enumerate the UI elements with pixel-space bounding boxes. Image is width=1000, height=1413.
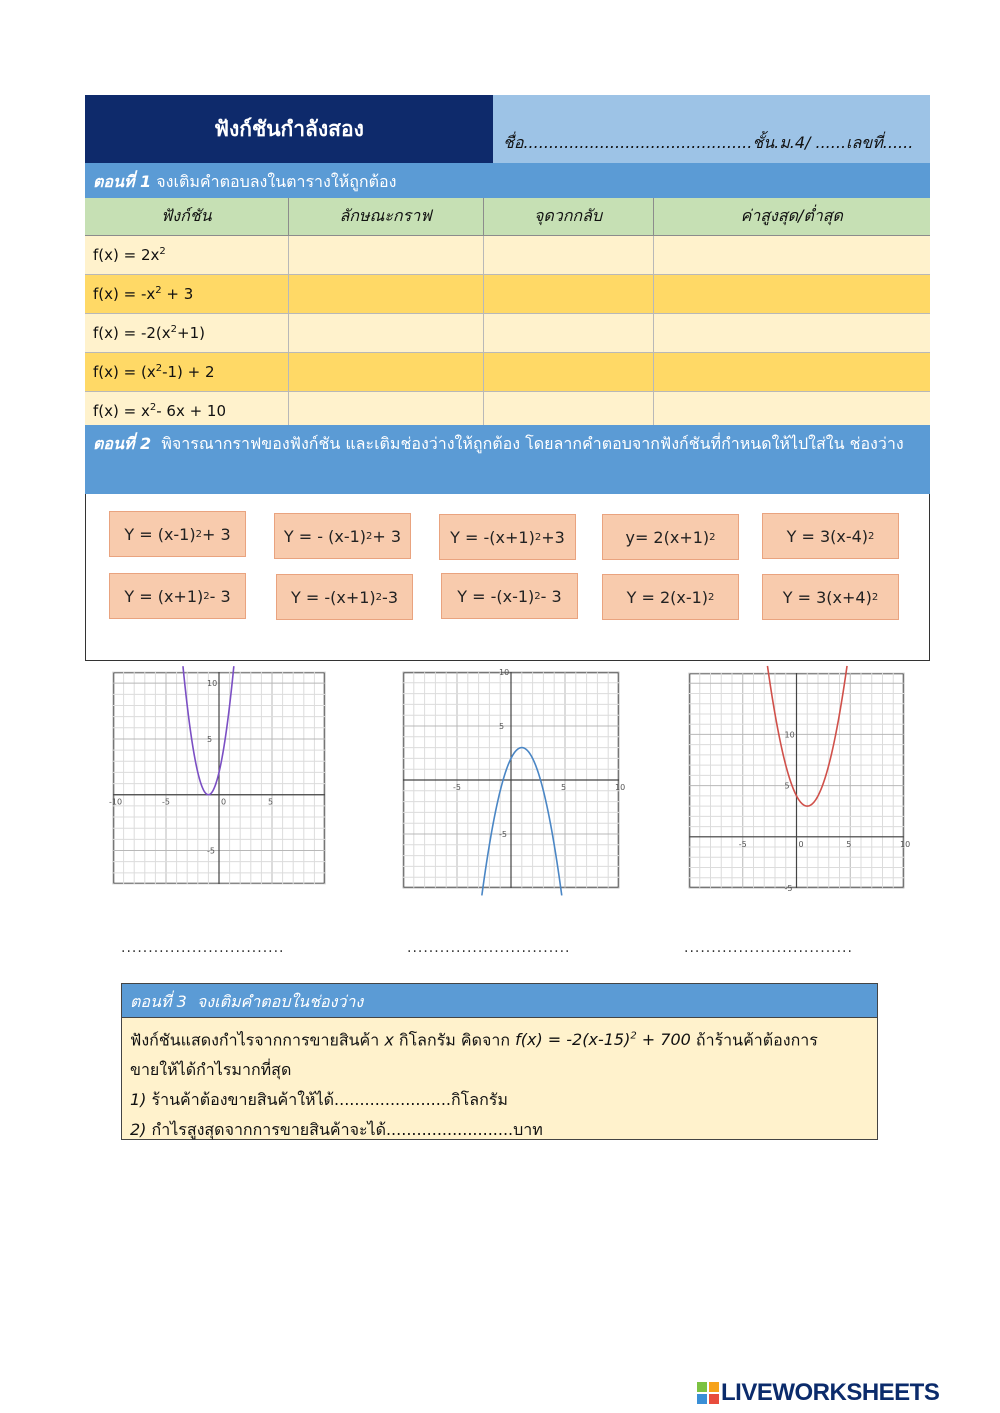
answer-blank-3[interactable]: ............................... xyxy=(684,940,853,956)
column-header-graph-shape: ลักษณะกราฟ xyxy=(288,198,483,236)
part2-header xyxy=(85,425,930,494)
max-min-cell[interactable] xyxy=(653,236,930,275)
x-tick-label: 5 xyxy=(268,797,274,807)
variable-x: x xyxy=(384,1030,394,1050)
liveworksheets-logo xyxy=(697,1378,939,1408)
function-cell: $f(x) = 2x^2$ xyxy=(85,236,288,275)
answer-option-chip[interactable]: Y = -(x+1) 2 -3 xyxy=(276,574,413,620)
part1-header xyxy=(85,163,930,198)
x-tick-label: 10 xyxy=(615,783,626,792)
problem-text: ถ้าร้านค้าต้องการ xyxy=(695,1030,818,1050)
answer-blank-2[interactable]: .............................. xyxy=(407,940,571,956)
answer-blank-1[interactable]: .............................. xyxy=(121,940,285,956)
table-row xyxy=(85,236,930,275)
part2-instruction: พิจารณากราฟของฟังก์ชัน และเติมช่องว่างให้ถูกต้อง โดยลากคำตอบจากฟังก์ชันที่กำหนดให้ไปใส่ใน ช่องว่าง xyxy=(161,434,904,453)
x-tick-label: -5 xyxy=(738,839,747,849)
student-info-line: ชื่อ.............................................ชั้น.ม.4/ ......เลขที่...... xyxy=(493,95,930,163)
logo-mark-icon xyxy=(697,1382,719,1404)
y-tick-label: 10 xyxy=(784,730,795,740)
table-row xyxy=(85,314,930,353)
y-tick-label: -5 xyxy=(499,830,507,839)
max-min-cell[interactable] xyxy=(653,314,930,353)
problem-text: กิโลกรัม คิดจาก xyxy=(398,1030,511,1050)
max-min-cell[interactable] xyxy=(653,353,930,392)
x-tick-label: 10 xyxy=(900,839,911,849)
function-cell: $f(x) = (x^2-1) + 2$ xyxy=(85,353,288,392)
y-tick-label: -5 xyxy=(784,884,793,893)
part3-problem-line-2: ขายให้ได้กำไรมากที่สุด xyxy=(130,1060,292,1080)
part1-instruction: จงเติมคำตอบลงในตารางให้ถูกต้อง xyxy=(156,172,397,191)
y-tick-label: -5 xyxy=(207,846,215,856)
y-tick-label: 10 xyxy=(499,668,510,677)
function-cell: $f(x) = -x^2 + 3$ xyxy=(85,275,288,314)
column-header-vertex: จุดวกกลับ xyxy=(483,198,653,236)
x-tick-label: 5 xyxy=(846,839,852,849)
part3-body xyxy=(121,1018,878,1140)
vertex-cell[interactable] xyxy=(483,314,653,353)
part1-table xyxy=(85,198,930,431)
logo-text: LIVEWORKSHEETS xyxy=(721,1379,940,1406)
part3-instruction: จงเติมคำตอบในช่องว่าง xyxy=(196,992,364,1011)
y-tick-label: 5 xyxy=(207,734,213,744)
answer-option-chip[interactable]: Y = 3(x-4) 2 xyxy=(762,513,899,559)
answer-option-chip[interactable]: Y = -(x+1) 2 +3 xyxy=(439,514,576,560)
answer-option-chip[interactable]: Y = 2(x-1) 2 xyxy=(602,574,739,620)
y-tick-label: 5 xyxy=(784,781,790,791)
vertex-cell[interactable] xyxy=(483,236,653,275)
part1-label: ตอนที่ 1 xyxy=(93,172,152,191)
graph-shape-cell[interactable] xyxy=(288,236,483,275)
x-tick-label: 0 xyxy=(221,797,227,807)
answer-option-chip[interactable]: y= 2(x+1) 2 xyxy=(602,514,739,560)
x-tick-label: 0 xyxy=(798,839,804,849)
x-tick-label: -5 xyxy=(453,783,461,792)
answer-option-chip[interactable]: Y = -(x-1) 2 - 3 xyxy=(441,573,578,619)
y-tick-label: 5 xyxy=(499,722,505,731)
graph-2 xyxy=(403,668,626,888)
table-row xyxy=(85,275,930,314)
problem-text: ฟังก์ชันแสดงกำไรจากการขายสินค้า xyxy=(130,1030,380,1050)
answer-option-chip[interactable]: Y = 3(x+4) 2 xyxy=(762,574,899,620)
worksheet-title: ฟังก์ชันกำลังสอง xyxy=(85,95,493,163)
column-header-function: ฟังก์ชัน xyxy=(85,198,288,236)
graph-shape-cell[interactable] xyxy=(288,353,483,392)
vertex-cell[interactable] xyxy=(483,353,653,392)
graph-3 xyxy=(689,673,911,893)
graph-1 xyxy=(109,672,325,884)
table-row xyxy=(85,353,930,392)
answer-option-chip[interactable]: Y = (x-1) 2 + 3 xyxy=(109,511,246,557)
function-cell: $f(x) = x^2-$ 6x + 10 xyxy=(85,392,288,431)
answer-option-chip[interactable]: Y = - (x-1) 2 + 3 xyxy=(274,513,411,559)
function-cell: $f(x) = -2(x^2+1)$ xyxy=(85,314,288,353)
question-1[interactable]: 1) ร้านค้าต้องขายสินค้าให้ได้.......................กิโลกรัม xyxy=(130,1090,508,1110)
x-tick-label: 5 xyxy=(561,783,567,792)
part2-label: ตอนที่ 2 xyxy=(93,434,152,453)
graph-shape-cell[interactable] xyxy=(288,275,483,314)
part3-header xyxy=(121,983,878,1018)
part3-label: ตอนที่ 3 xyxy=(130,992,187,1011)
answer-option-chip[interactable]: Y = (x+1) 2 - 3 xyxy=(109,573,246,619)
question-2[interactable]: 2) กำไรสูงสุดจากการขายสินค้าจะได้.........................บาท xyxy=(130,1120,543,1140)
graph-shape-cell[interactable] xyxy=(288,314,483,353)
x-tick-label: -5 xyxy=(162,797,170,807)
part3-problem-line-1 xyxy=(130,1022,869,1055)
max-min-cell[interactable] xyxy=(653,275,930,314)
y-tick-label: 10 xyxy=(207,679,218,689)
x-tick-label: -10 xyxy=(109,797,123,807)
profit-formula: $f(x) = -2(x-15)^2 + 700$ xyxy=(515,1030,691,1050)
column-header-max-min: ค่าสูงสุด/ต่ำสุด xyxy=(653,198,930,236)
vertex-cell[interactable] xyxy=(483,275,653,314)
